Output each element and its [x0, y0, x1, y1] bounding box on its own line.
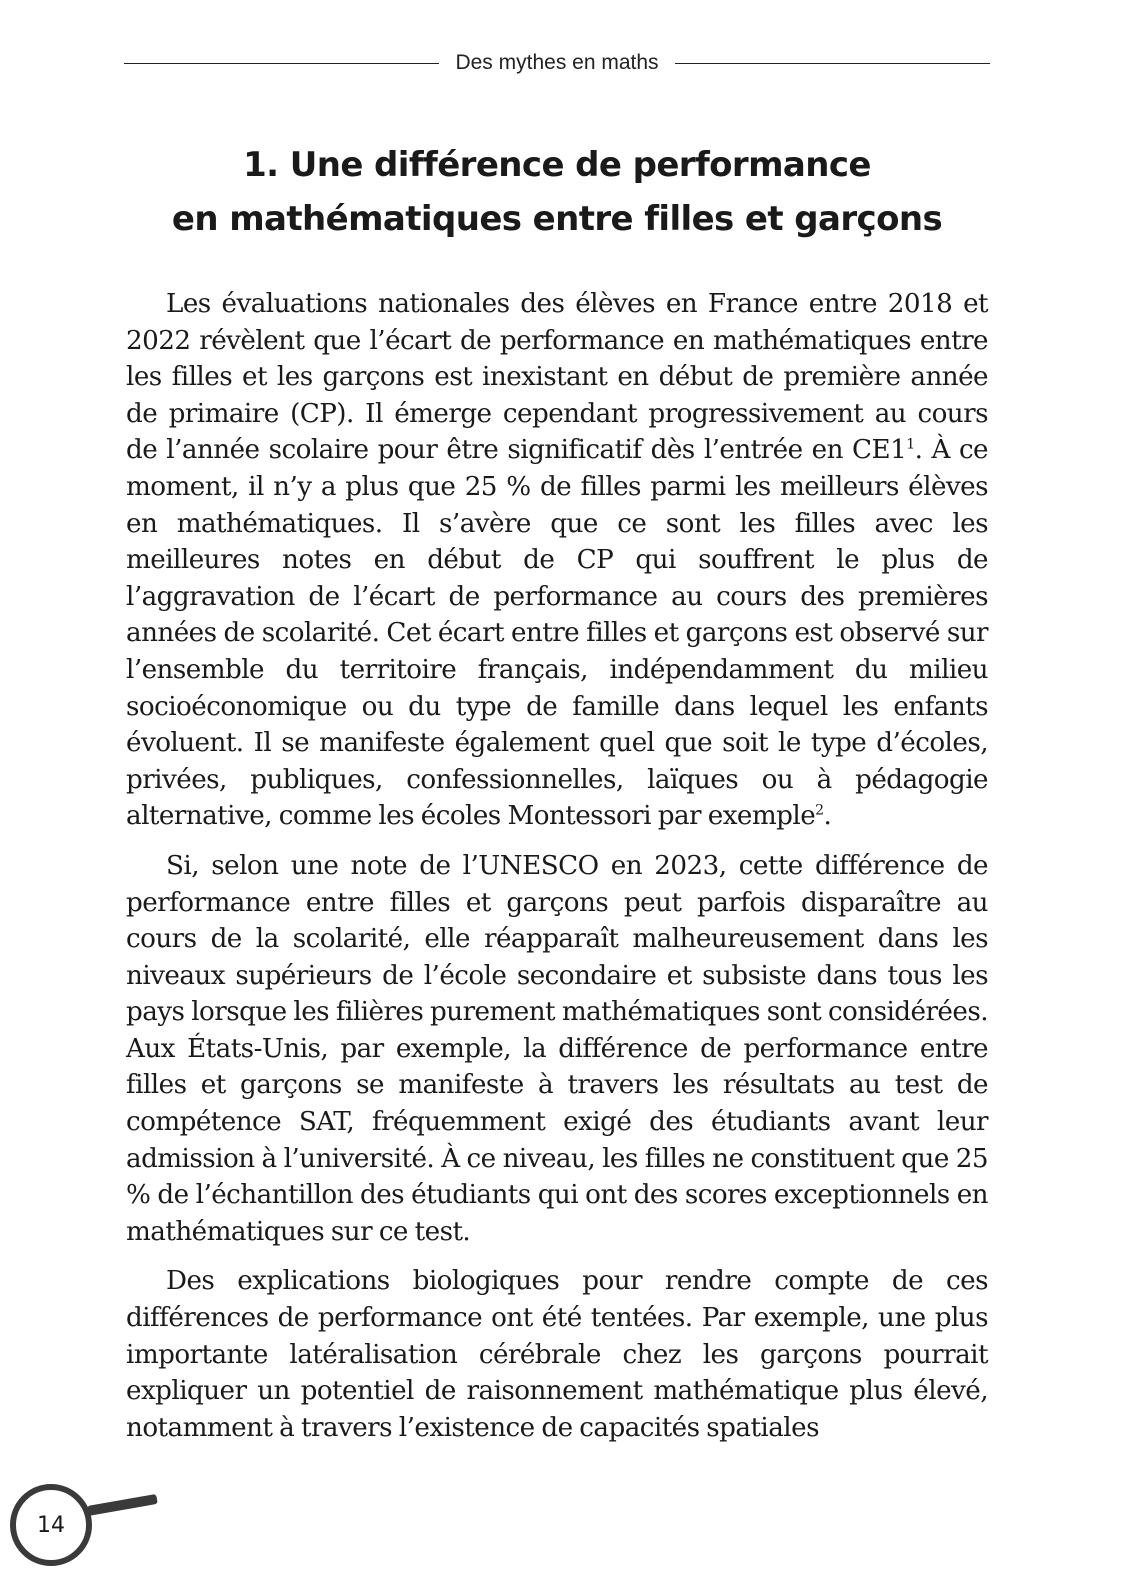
body-text — [126, 286, 988, 1459]
page-marker — [10, 1484, 165, 1569]
page-number: 14 — [37, 1512, 65, 1538]
magnifying-glass-handle — [87, 1494, 158, 1516]
footnote-ref-2[interactable]: 2 — [815, 802, 824, 819]
header-rule-right — [675, 63, 990, 64]
paragraph-1 — [126, 286, 988, 835]
running-header — [124, 48, 990, 78]
magnifying-glass-icon — [10, 1484, 92, 1566]
chapter-title-line-1: 1. Une différence de performance — [213, 138, 901, 192]
header-rule-left — [124, 63, 439, 64]
running-header-text: Des mythes en maths — [455, 51, 659, 74]
footnote-ref-1[interactable]: 1 — [906, 436, 915, 453]
chapter-title — [120, 138, 994, 246]
paragraph-2: Si, selon une note de l’UNESCO en 2023, cette différence de performance entre filles et garçons peut parfois disparaître au cours de la scolarité, elle réapparaît malheureusement dans les niveaux supérieurs de l’école secondaire et subsiste dans tous les pays lorsque les filières purement mathématiques sont considérées. Aux États-Unis, par exemple, la différence de performance entre filles et garçons se manifeste à travers les résultats au test de compétence SAT, fréquemment exigé des étudiants avant leur admission à l’université. À ce niveau, les filles ne constituent que 25 % de l’échantillon des étudiants qui ont des scores exceptionnels en mathématiques sur ce test. — [126, 850, 988, 1247]
chapter-title-line-2: en mathématiques entre filles et garçons — [142, 192, 972, 246]
paragraph-1-part-2: . À ce moment, il n’y a plus que 25 % de filles parmi les meilleurs élèves en mathématiques. Il s’avère que ce sont les filles avec les meilleures notes en début de CP qui souffrent le plus de l’aggravation de l’écart de performance au cours des premières années de scolarité. Cet écart entre filles et garçons est observé sur l’ensemble du territoire français, indépendamment du milieu socioéconomique ou du type de famille dans lequel les enfants évoluent. Il se manifeste également quel que soit le type d’écoles, privées, publiques, confessionnelles, laïques ou à pédagogie alternative, comme les écoles Montessori par exemple — [126, 435, 989, 832]
paragraph-3: Des explications biologiques pour rendre compte de ces différences de performance ont été tentées. Par exemple, une plus importante latéralisation cérébrale chez les garçons pourrait expliquer un potentiel de raisonnement mathématique plus élevé, notamment à travers l’existence de capacités spatiales — [126, 1266, 988, 1443]
paragraph-1-part-3: . — [823, 801, 832, 832]
paragraph-1-part-1: Les évaluations nationales des élèves en France entre 2018 et 2022 révèlent que l’écart de performance en mathématiques entre les filles et les garçons est inexistant en début de première année de primaire (CP). Il émerge cependant progressivement au cours de l’année scolaire pour être significatif dès l’entrée en CE1 — [126, 289, 988, 466]
